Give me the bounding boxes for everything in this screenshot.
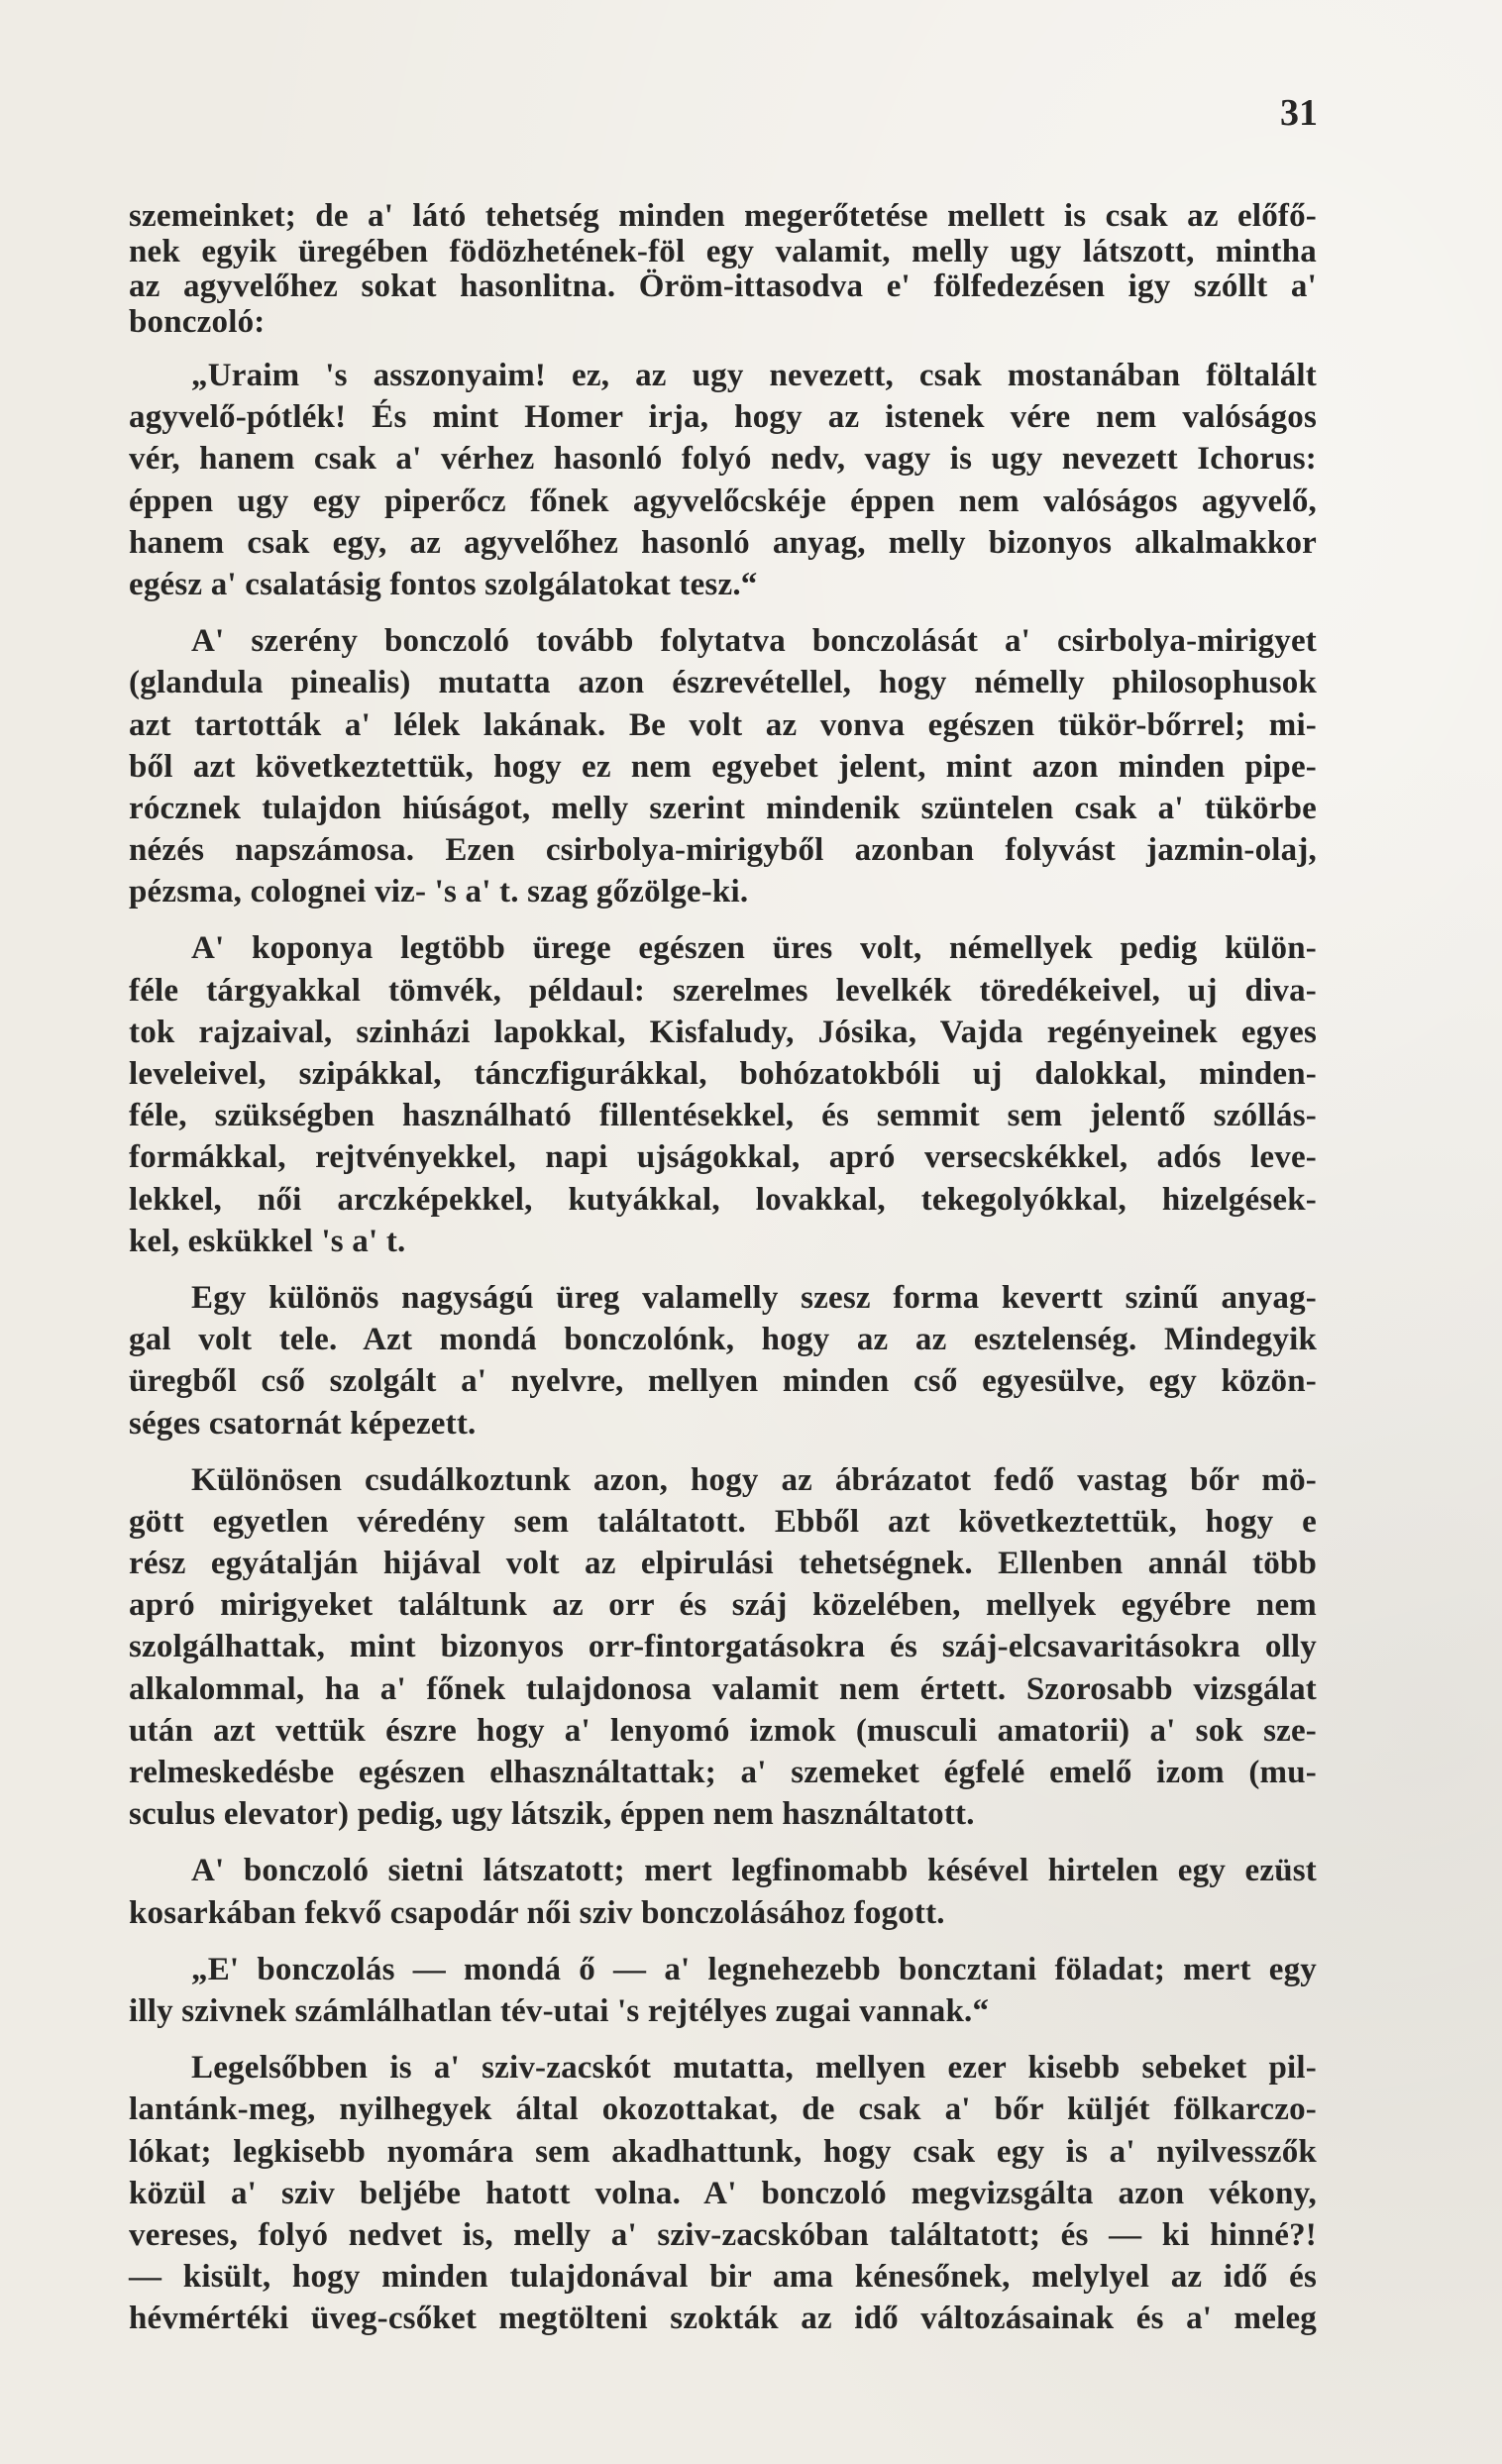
text-line: féle, szükségben használható fillentésekkel, és semmit sem jelentő szóllás- (129, 1098, 1317, 1134)
text-line: közül a' sziv beljébe hatott volna. A' bonczoló megvizsgálta azon vékony, (129, 2175, 1317, 2211)
text-line: — kisült, hogy minden tulajdonával bir ama kénesőnek, melylyel az idő és (129, 2259, 1317, 2296)
text-line: tok rajzaival, szinházi lapokkal, Kisfaludy, Jósika, Vajda regényeinek egyes (129, 1014, 1317, 1050)
text-line: gal volt tele. Azt mondá bonczolónk, hogy az az esztelenség. Mindegyik (129, 1322, 1317, 1358)
text-line: nek egyik üregében födözhetének-föl egy valamit, melly ugy látszott, mintha (129, 233, 1317, 269)
text-line: „E' bonczolás — mondá ő — a' legnehezebb boncztani föladat; mert egy (191, 1951, 1317, 1987)
text-line: pézsma, colognei viz- 's a' t. szag gőzölge-ki. (129, 874, 749, 911)
text-line: üregből cső szolgált a' nyelvre, mellyen minden cső egyesülve, egy közön- (129, 1363, 1317, 1400)
paragraph (129, 620, 1317, 912)
text-line: leveleivel, szipákkal, tánczfigurákkal, bohózatokbóli uj dalokkal, minden- (129, 1056, 1317, 1092)
text-line: Egy különös nagyságú üreg valamelly szesz forma kevertt szinű anyag- (191, 1279, 1317, 1316)
text-line: rócznek tulajdon hiúságot, melly szerint mindenik szüntelen csak a' tükörbe (129, 790, 1317, 826)
page-number: 31 (1280, 92, 1318, 134)
text-line: lókat; legkisebb nyomára sem akadhattunk, hogy csak egy is a' nyilvesszők (129, 2133, 1317, 2170)
paragraph (129, 1850, 1317, 1933)
text-line: séges csatornát képezett. (129, 1405, 477, 1442)
paragraph (129, 1949, 1317, 2032)
paragraph (129, 927, 1317, 1262)
text-line: alkalommal, ha a' főnek tulajdonosa valamit nem értett. Szorosabb vizsgálat (129, 1670, 1317, 1707)
text-line: hanem csak egy, az agyvelőhez hasonló anyag, melly bizonyos alkalmakkor (129, 524, 1317, 561)
text-line: kosarkában fekvő csapodár női sziv bonczolásához fogott. (129, 1894, 945, 1931)
body-text (129, 199, 1317, 2339)
paragraph (129, 355, 1317, 605)
text-line: vér, hanem csak a' vérhez hasonló folyó nedv, vagy is ugy nevezett Ichorus: (129, 441, 1317, 478)
text-line: lekkel, női arczképekkel, kutyákkal, lovakkal, tekegolyókkal, hizelgések- (129, 1181, 1317, 1218)
paragraph (129, 2047, 1317, 2339)
text-line: agyvelő-pótlék! És mint Homer irja, hogy az istenek vére nem valóságos (129, 399, 1317, 436)
text-line: hévmértéki üveg-csőket megtölteni szokták az idő változásainak és a' meleg (129, 2301, 1317, 2337)
text-line: nézés napszámosa. Ezen csirbolya-mirigyből azonban folyvást jazmin-olaj, (129, 832, 1317, 869)
text-line: A' szerény bonczoló tovább folytatva bonczolását a' csirbolya-mirigyet (191, 623, 1317, 660)
text-line: Legelsőbben is a' sziv-zacskót mutatta, mellyen ezer kisebb sebeket pil- (191, 2050, 1317, 2087)
text-line: éppen ugy egy piperőcz főnek agyvelőcskéje éppen nem valóságos agyvelő, (129, 482, 1317, 519)
paragraph (129, 1459, 1317, 1836)
text-line: gött egyetlen véredény sem találtatott. Ebből azt következtettük, hogy e (129, 1503, 1317, 1540)
text-line: A' bonczoló sietni látszatott; mert legfinomabb késével hirtelen egy ezüst (191, 1853, 1317, 1889)
text-line: A' koponya legtöbb ürege egészen üres volt, némellyek pedig külön- (191, 930, 1317, 967)
text-line: szolgálhattak, mint bizonyos orr-fintorgatásokra és száj-elcsavaritásokra olly (129, 1629, 1317, 1665)
text-line: lantánk-meg, nyilhegyek által okozottakat, de csak a' bőr küljét fölkarczo- (129, 2091, 1317, 2128)
text-line: azt tartották a' lélek lakának. Be volt az vonva egészen tükör-bőrrel; mi- (129, 706, 1317, 743)
text-line: az agyvelőhez sokat hasonlitna. Öröm-ittasodva e' fölfedezésen igy szóllt a' (129, 268, 1317, 304)
text-line: illy szivnek számlálhatlan tév-utai 's rejtélyes zugai vannak.“ (129, 1992, 990, 2029)
text-line: ből azt következtettük, hogy ez nem egyebet jelent, mint azon minden pipe- (129, 748, 1317, 785)
text-line: apró mirigyeket találtunk az orr és száj közelében, mellyek egyébre nem (129, 1587, 1317, 1624)
text-line: bonczoló: (129, 303, 266, 340)
text-line: rész egyátalján hijával volt az elpirulási tehetségnek. Ellenben annál több (129, 1546, 1317, 1582)
text-line: sculus elevator) pedig, ugy látszik, éppen nem használtatott. (129, 1796, 975, 1833)
text-line: Különösen csudálkoztunk azon, hogy az ábrázatot fedő vastag bőr mö- (191, 1461, 1317, 1498)
text-line: formákkal, rejtvényekkel, napi ujságokkal, apró versecskékkel, adós leve- (129, 1139, 1317, 1176)
text-line: féle tárgyakkal tömvék, példaul: szerelmes levelkék töredékeivel, uj diva- (129, 972, 1317, 1009)
text-line: szemeinket; de a' látó tehetség minden megerőtetése mellett is csak az előfő- (129, 198, 1317, 234)
text-line: vereses, folyó nedvet is, melly a' sziv-zacskóban találtatott; és — ki hinné?! (129, 2216, 1317, 2253)
text-line: (glandula pinealis) mutatta azon észrevétellel, hogy némelly philosophusok (129, 665, 1317, 701)
text-line: „Uraim 's asszonyaim! ez, az ugy nevezett, csak mostanában föltalált (191, 358, 1317, 393)
text-line: után azt vettük észre hogy a' lenyomó izmok (musculi amatorii) a' sok sze- (129, 1712, 1317, 1749)
text-line: kel, eskükkel 's a' t. (129, 1223, 406, 1259)
paragraph (129, 1277, 1317, 1445)
text-line: relmeskedésbe egészen elhasználtattak; a' szemeket égfelé emelő izom (mu- (129, 1755, 1317, 1790)
paragraph (129, 199, 1317, 340)
text-line: egész a' csalatásig fontos szolgálatokat tesz.“ (129, 566, 758, 602)
